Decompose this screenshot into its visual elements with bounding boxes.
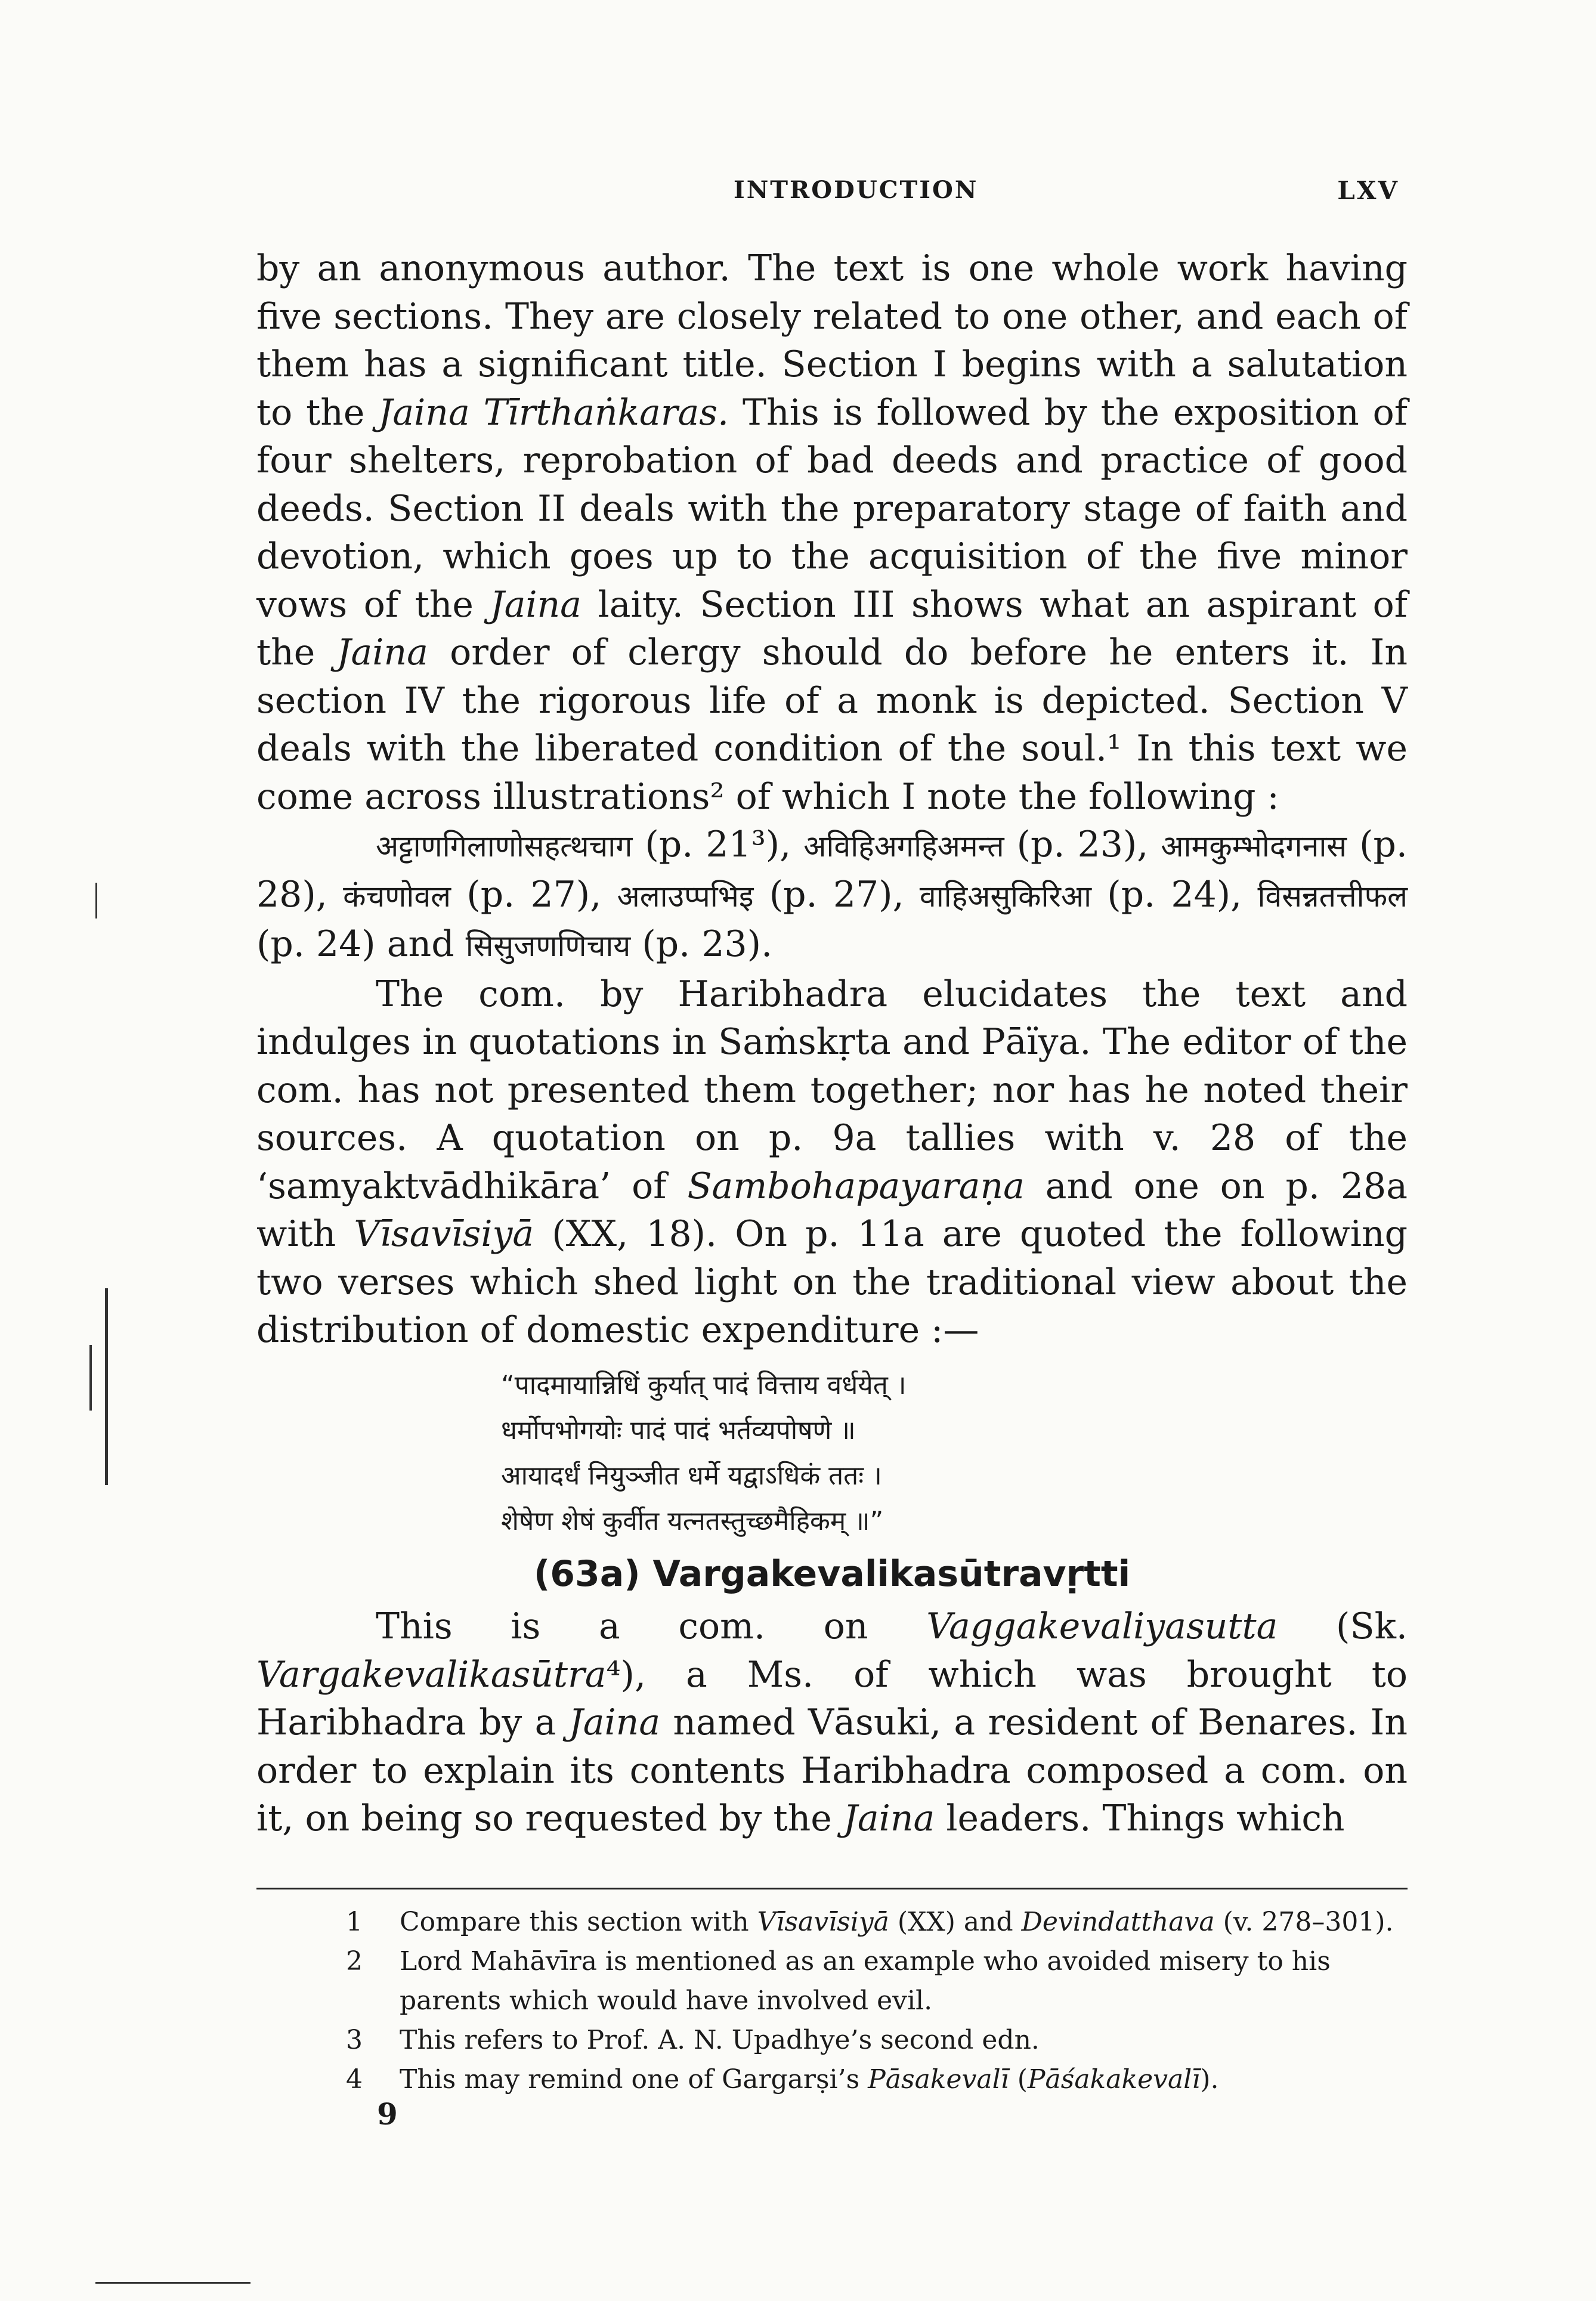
scan-edge-mark	[105, 1288, 108, 1485]
footnote-1	[346, 1903, 1408, 1942]
text-run: and one on p. 28a with	[256, 1165, 1408, 1255]
text-run: (p. 24) and	[256, 923, 466, 965]
footnotes	[346, 1903, 1408, 2099]
footnote-number: 3	[346, 2025, 363, 2055]
verse-line: आयादर्धं नियुञ्जीत धर्मे यद्वाऽधिकं ततः ।	[501, 1460, 882, 1491]
verse-line: “पादमायान्निधिं कुर्यात् पादं वित्ताय वर्धयेत् ।	[501, 1369, 907, 1400]
devanagari-term: सिसुजणणिचाय	[465, 929, 631, 963]
text-run: named Vāsuki, a resident of Benares. In order to explain its contents Haribhadra composed a com. on it, on being so requested by the	[256, 1702, 1408, 1839]
italic-term: Vīsavīsiyā	[354, 1213, 534, 1255]
signature-mark: 9	[377, 2096, 398, 2132]
text-run: (	[1009, 2064, 1028, 2095]
paragraph-4	[256, 1603, 1408, 1843]
text-run: ).	[1200, 2064, 1219, 2095]
text-run: (p. 24),	[1091, 873, 1258, 916]
scan-edge-mark	[95, 883, 97, 918]
sanskrit-verse	[501, 1363, 1408, 1544]
text-run: This may remind one of Gargarṣi’s	[400, 2064, 868, 2095]
italic-term: Pāsakevalī	[868, 2064, 1009, 2095]
text-run: (Sk.	[1278, 1606, 1408, 1647]
devanagari-term: अट्टाणगिलाणोसहत्थचाग	[376, 829, 633, 864]
paragraph-2-illustrations	[256, 821, 1408, 970]
scan-edge-mark	[89, 1345, 92, 1411]
devanagari-term: वाहिअसुकिरिआ	[919, 879, 1092, 914]
text-run: by an anonymous author. The text is one whole work having five sections. They are closely related to one other, and each of them has a significant title. Section I begins with a salutation to the	[256, 248, 1408, 434]
italic-term: Vaggakevaliyasutta	[926, 1606, 1278, 1647]
italic-term: Jaina	[336, 632, 428, 673]
italic-term: Jaina	[843, 1798, 935, 1839]
text-run: (p. 27),	[451, 873, 617, 916]
italic-term: Pāśakakevalī	[1027, 2064, 1201, 2095]
text-run: laity. Section III shows what an aspirant of the	[256, 583, 1408, 673]
text-run: ⁴), a Ms. of which was brought to Haribhadra by a	[256, 1653, 1408, 1743]
devanagari-term: विसन्नतत्तीफल	[1257, 879, 1408, 914]
section-heading: (63a) Vargakevalikasūtravṛtti	[533, 1552, 1131, 1595]
text-run: (p. 23),	[1004, 824, 1161, 865]
devanagari-term: आमकुम्भोदगनास	[1161, 829, 1347, 864]
footnote-text: This refers to Prof. A. N. Upadhye’s second edn.	[400, 2025, 1040, 2055]
footnote-number: 1	[346, 1907, 363, 1937]
devanagari-term: अविहिअगहिअमन्त	[803, 829, 1004, 864]
paragraph-3	[256, 970, 1408, 1354]
italic-term: Jaina Tīrthaṅkaras.	[378, 391, 729, 434]
text-run: order of clergy should do before he enters it. In section IV the rigorous life of a monk is depicted. Section V deals with the liberated condition of the soul.¹ In this text we come across illustrations² of which I note the following :	[256, 632, 1408, 818]
footnote-3	[346, 2021, 1408, 2060]
text-run: (v. 278–301).	[1214, 1907, 1394, 1937]
text-run: This is a com. on	[376, 1606, 927, 1647]
italic-term: Vīsavīsiyā	[757, 1907, 889, 1937]
footnote-rule	[256, 1888, 1408, 1889]
text-run: leaders. Things which	[935, 1798, 1345, 1839]
text-run: Compare this section with	[400, 1907, 757, 1937]
italic-term: Jaina	[490, 583, 582, 626]
text-run: (p. 28),	[256, 824, 1408, 916]
footnote-text: Lord Mahāvīra is mentioned as an example who avoided misery to his parents which would have involved evil.	[400, 1946, 1331, 2016]
text-run: (p. 21³),	[632, 824, 804, 865]
text-run: (XX, 18). On p. 11a are quoted the following two verses which shed light on the traditional view about the distribution of domestic expenditure :—	[256, 1213, 1408, 1351]
running-head	[0, 176, 1596, 212]
body-text	[256, 245, 1408, 1843]
italic-term: Sambohapayaraṇa	[687, 1165, 1025, 1207]
verse-line: धर्मोपभोगयोः पादं पादं भर्तव्यपोषणे ॥	[501, 1415, 856, 1446]
text-run: This is followed by the exposition of four shelters, reprobation of bad deeds and practice of good deeds. Section II deals with the preparatory stage of faith and devotion, which goes up to the acquisition of the five minor vows of the	[256, 391, 1408, 626]
footnote-number: 2	[346, 1946, 363, 1977]
paragraph-1	[256, 245, 1408, 821]
footnote-2	[346, 1942, 1408, 2021]
footnote-number: 4	[346, 2064, 363, 2095]
italic-term: Vargakevalikasūtra	[256, 1653, 607, 1696]
italic-term: Devindatthava	[1021, 1907, 1215, 1937]
italic-term: Jaina	[568, 1702, 661, 1743]
text-run: The com. by Haribhadra elucidates the text and indulges in quotations in Saṁskṛta and Pāïya. The editor of the com. has not presented them together; nor has he noted their sources. A quotation on p. 9a tallies with v. 28 of the ‘samyaktvādhikāra’ of	[256, 973, 1408, 1207]
scan-edge-mark	[95, 2282, 250, 2284]
text-run: (p. 27),	[753, 873, 920, 916]
footnote-4	[346, 2060, 1408, 2099]
page-number: LXV	[1337, 176, 1399, 205]
text-run: (p. 23).	[630, 923, 773, 965]
running-head-title: INTRODUCTION	[734, 176, 979, 204]
verse-line: शेषेण शेषं कुर्वीत यत्नतस्तुच्छमैहिकम् ॥”	[501, 1505, 884, 1536]
text-run: (XX) and	[889, 1907, 1022, 1937]
devanagari-term: कंचणोवल	[343, 879, 451, 914]
devanagari-term: अलाउप्पभिइ	[617, 879, 754, 914]
